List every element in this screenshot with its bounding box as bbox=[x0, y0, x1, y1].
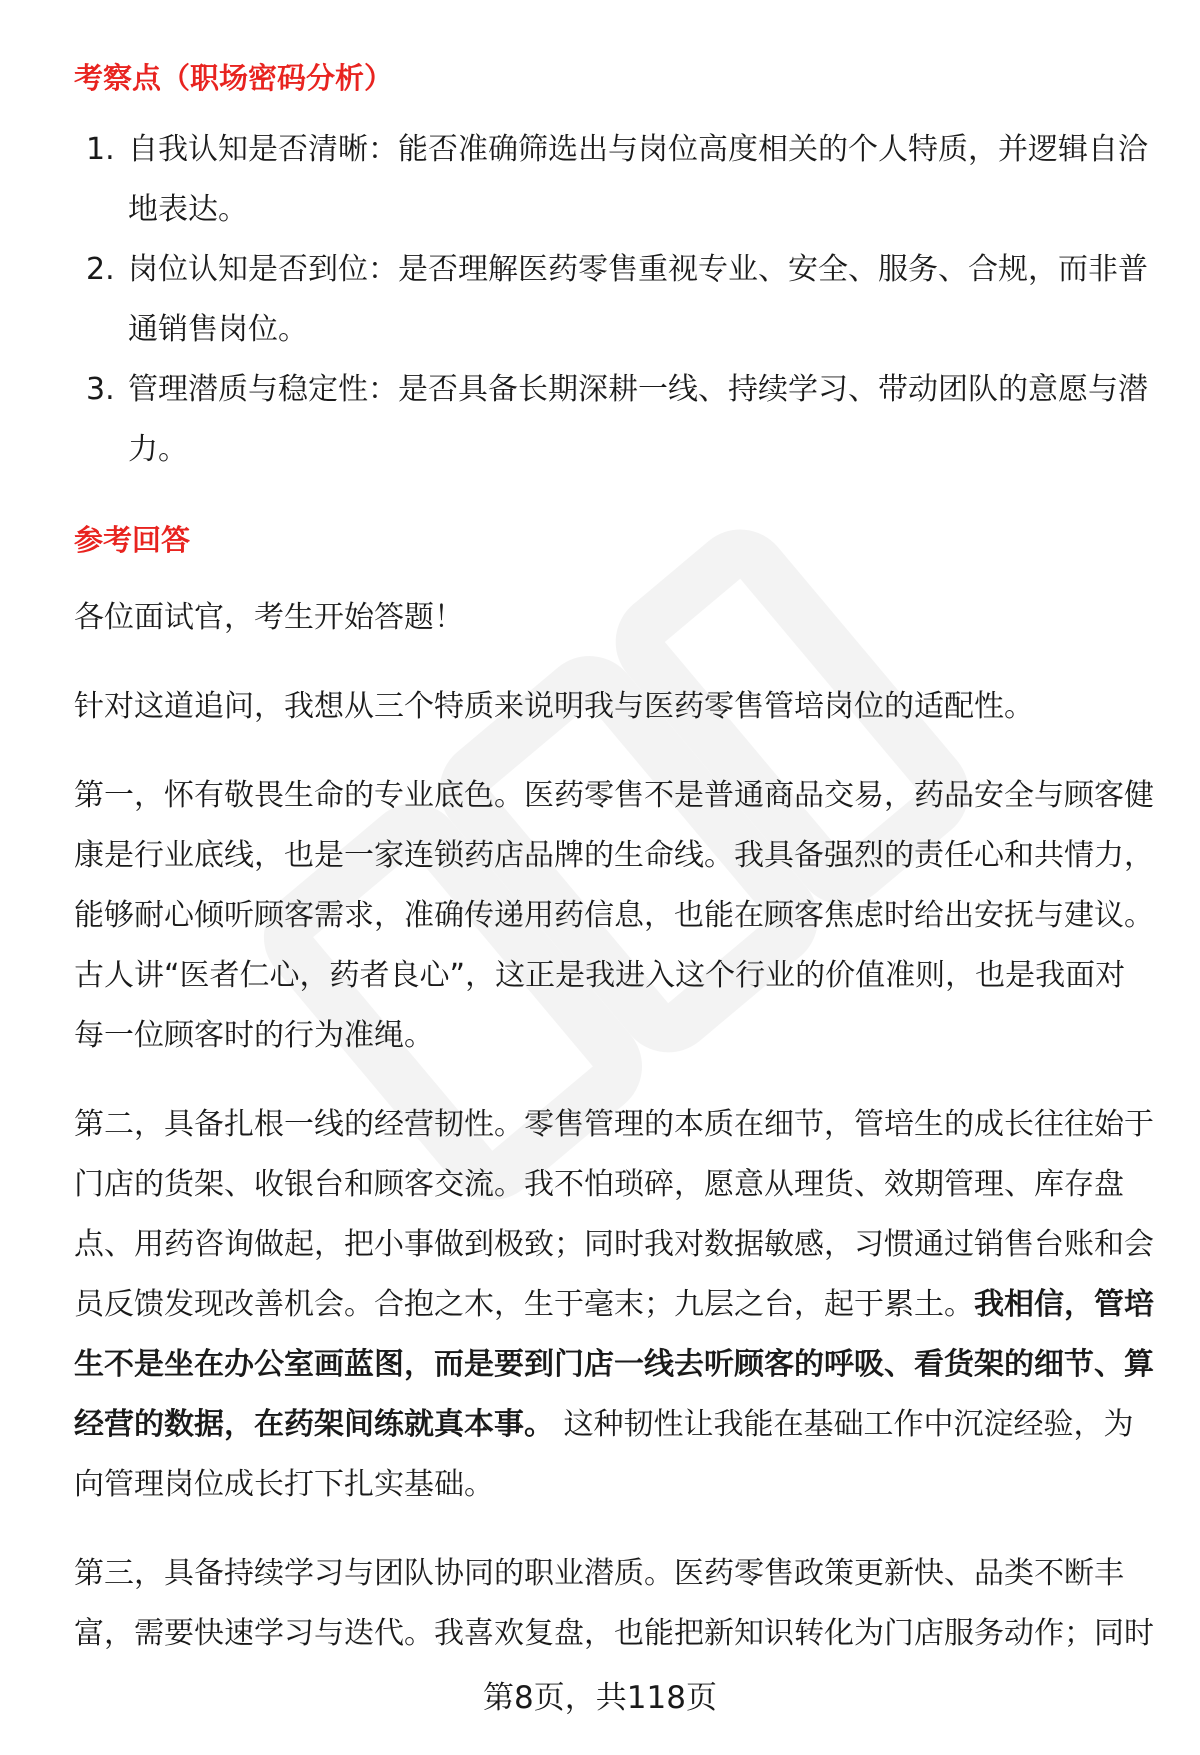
assessment-list bbox=[74, 120, 1154, 480]
list-number: 1. bbox=[86, 132, 115, 167]
emphasis-text: 我相信，管培生不是坐在办公室画蓝图，而是要到门店一线去听顾客的呼吸、看货架的细节、算经营的数据，在药架间练就真本事。 bbox=[74, 1287, 1154, 1442]
content-area bbox=[74, 56, 1154, 1664]
answer-paragraph-1: 第一，怀有敬畏生命的专业底色。医药零售不是普通商品交易，药品安全与顾客健康是行业底线，也是一家连锁药店品牌的生命线。我具备强烈的责任心和共情力，能够耐心倾听顾客需求，准确传递用药信息，也能在顾客焦虑时给出安抚与建议。古人讲“医者仁心，药者良心”，这正是我进入这个行业的价值准则，也是我面对每一位顾客时的行为准绳。 bbox=[74, 778, 1154, 1053]
list-text: 管理潜质与稳定性：是否具备长期深耕一线、持续学习、带动团队的意愿与潜力。 bbox=[128, 372, 1148, 467]
intro-paragraph: 针对这道追问，我想从三个特质来说明我与医药零售管培岗位的适配性。 bbox=[74, 689, 1034, 724]
answer-paragraph-2 bbox=[74, 1095, 1154, 1515]
list-item bbox=[74, 360, 1154, 480]
answer-paragraph-3: 第三，具备持续学习与团队协同的职业潜质。医药零售政策更新快、品类不断丰富，需要快速学习与迭代。我喜欢复盘，也能把新知识转化为门店服务动作；同时 bbox=[74, 1556, 1154, 1651]
list-item bbox=[74, 120, 1154, 240]
section-title-assessment: 考察点（职场密码分析） bbox=[74, 61, 394, 95]
paragraph-text: 这种韧性让我能在基础工作中沉淀经验，为向管理岗位成长打下扎实基础。 bbox=[74, 1407, 1134, 1502]
list-number: 3. bbox=[86, 372, 115, 407]
greeting-paragraph: 各位面试官，考生开始答题！ bbox=[74, 600, 464, 635]
list-item bbox=[74, 240, 1154, 360]
section-title-reference-answer: 参考回答 bbox=[74, 523, 191, 557]
list-text: 自我认知是否清晰：能否准确筛选出与岗位高度相关的个人特质，并逻辑自洽地表达。 bbox=[128, 132, 1148, 227]
page-footer: 第8页，共118页 bbox=[483, 1680, 717, 1716]
list-text: 岗位认知是否到位：是否理解医药零售重视专业、安全、服务、合规，而非普通销售岗位。 bbox=[128, 252, 1148, 347]
list-number: 2. bbox=[86, 252, 115, 287]
paragraph-text: 第二，具备扎根一线的经营韧性。零售管理的本质在细节，管培生的成长往往始于门店的货架、收银台和顾客交流。我不怕琐碎，愿意从理货、效期管理、库存盘点、用药咨询做起，把小事做到极致；同时我对数据敏感，习惯通过销售台账和会员反馈发现改善机会。合抱之木，生于毫末；九层之台，起于累土。 bbox=[74, 1107, 1154, 1322]
